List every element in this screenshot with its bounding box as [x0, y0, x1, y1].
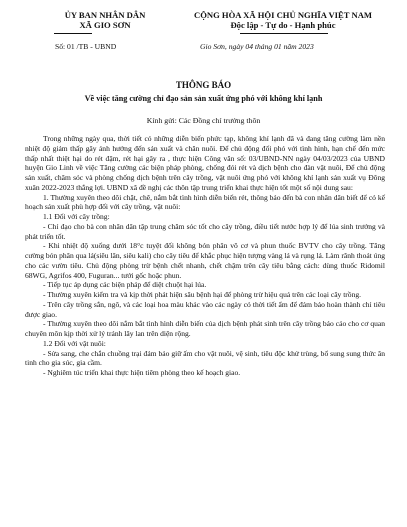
document-title: THÔNG BÁO [175, 80, 232, 90]
body-paragraph: 1. Thường xuyên theo dõi chặt, chẽ, nắm bắt tình hình diễn biến rét, thông báo đến bà con nhân dân biết để có kế hoạch sản xuất phù hợp đối với cây trồng, vật nuôi: [25, 192, 385, 212]
body-paragraph: - Chỉ đạo cho bà con nhân dân tập trung chăm sóc tốt cho cây trồng, điều tiết nước hợp lý để lúa sinh trưởng và phát triển tốt. [25, 221, 385, 241]
section-heading: 1.2 Đối với vật nuôi: [43, 338, 106, 348]
body-paragraph: - Thường xuyên kiểm tra và kịp thời phát hiện sâu bệnh hại để phòng trừ hiệu quả trên các loại cây trồng. [43, 290, 362, 299]
section-heading: 1.1 Đối với cây trồng: [43, 212, 110, 221]
body-paragraph: - Trên cây trồng sắn, ngô, và các loại hoa màu khác vào các ngày có thời tiết ẩm để đảm bảo hoàn thành chỉ tiêu được giao. [25, 299, 385, 319]
issuer-block [30, 10, 180, 31]
body-paragraph: - Nghiêm túc triển khai thực hiện tiêm phòng theo kế hoạch giao. [43, 368, 241, 377]
recipient-line: Kính gửi: Các Đồng chí trưởng thôn [146, 116, 261, 125]
national-title: CỘNG HÒA XÃ HỘI CHỦ NGHĨA VIỆT NAM [193, 10, 373, 20]
issuer-underline [54, 33, 92, 34]
document-subject: Về việc tăng cường chỉ đạo sản sản xuất ứng phó với không khí lạnh [84, 94, 323, 103]
national-motto-block [168, 10, 398, 31]
body-paragraph: - Thường xuyên theo dõi nắm bắt tình hình diễn biến của dịch bệnh phát sinh trên cây trồng báo cáo cho cơ quan chuyên môn kịp thời xử lý tránh lây lan trên diện rộng. [25, 319, 385, 338]
document-header [0, 10, 407, 40]
document-body [25, 134, 385, 378]
body-paragraph: - Tiếp tục áp dụng các biện pháp để diệt chuột hại lúa. [43, 280, 207, 290]
body-paragraph: - Sửa sang, che chắn chuồng trại đảm bảo giữ ấm cho vật nuôi, vệ sinh, tiêu độc khử trùng, bổ sung sung thức ăn tinh cho gia súc, gia cầm. [25, 348, 385, 368]
issuer-line-1: ỦY BAN NHÂN DÂN [64, 10, 146, 20]
date-line: Gio Sơn, ngày 04 tháng 01 năm 2023 [200, 42, 314, 51]
body-paragraph: Trong những ngày qua, thời tiết có những diễn biến phức tạp, không khí lạnh đã và đang tăng cường làm nền nhiệt độ giảm thấp gây ảnh hưởng đến sản xuất và chăn nuôi. Để chủ động đối phó với tình hình, hạn chế đến mức thấp nhất thiệt hại do rét đậm, rét hại gây ra , thực hiện Công văn số: 03/UBND-NN ngày 04/03/2023 của UBND huyện Gio Linh về việc Tăng cường các biện pháp phòng, chống đói rét và dịch bệnh cho đàn vật nuôi, Để chủ động sản xuất, chăm sóc và phòng chống dịch bệnh trên cây trồng, vật nuôi ứng phó với không khí lạnh sản xuất vụ Đông xuân 2022-2023 thắng lợi. UBND xã đề nghị các thôn tập trung triển khai thực hiện tốt một số nội dung sau: [25, 134, 385, 192]
national-motto: Độc lập - Tự do - Hạnh phúc [230, 20, 336, 30]
body-paragraph: - Khi nhiệt độ xuống dưới 18°c tuyệt đối không bón phân vô cơ và phun thuốc BVTV cho cây trồng. Tăng cường bón phân qua lá(siêu lân, siêu kali) cho cây tiêu để khắc phục hiện tượng vàng lá và rụng lá. Làm rãnh thoát úng cho các vườn tiêu. Chủ động phòng trừ bệnh chết nhanh, chết chậm trên cây tiêu bằng cách: dùng thuốc Ridomil 68WG, Agrifos 400, Fuguran... tưới gốc hoặc phun. [25, 241, 385, 280]
motto-underline [240, 33, 328, 34]
issuer-line-2: XÃ GIO SƠN [79, 20, 131, 30]
document-number: Số: 01 /TB - UBND [55, 42, 117, 51]
